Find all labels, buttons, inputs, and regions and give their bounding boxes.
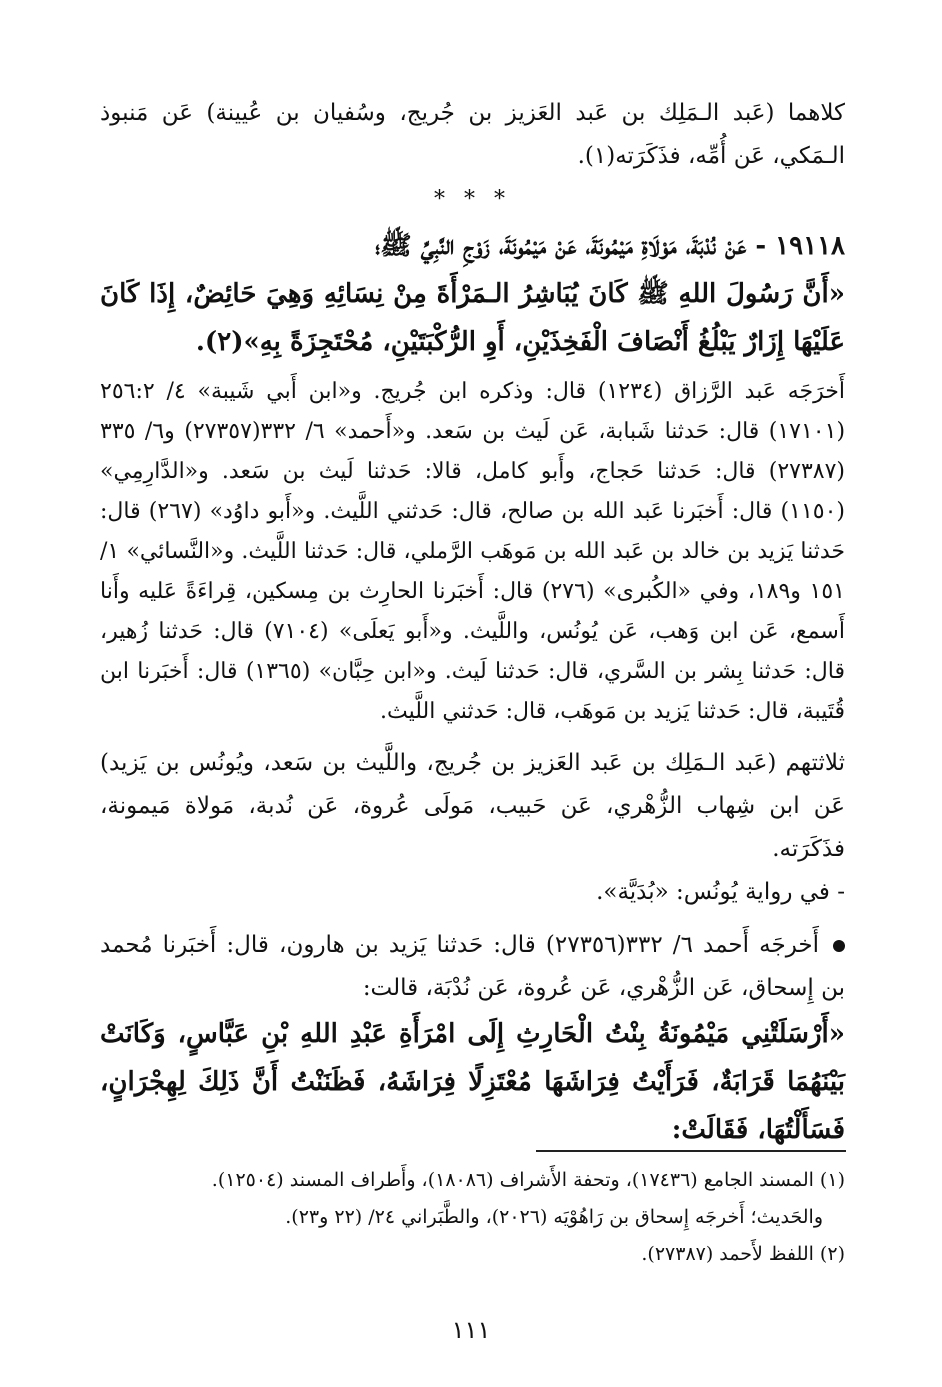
hadith-text-2: «أَرْسَلَتْنِي مَيْمُونَةُ بِنْتُ الْحَارِثِ إِلَى امْرَأَةِ عَبْدِ اللهِ بْنِ عَبَّاسٍ، وَكَانَتْ بَيْنَهُمَا قَرَابَةٌ، فَرَأَيْتُ فِرَاشَهَا مُعْتَزِلًا فِرَاشَهُ، فَظَنَنْتُ أَنَّ ذَلِكَ لِهِجْرَانٍ، فَسَأَلْتُهَا، فَقَالَتْ: [100, 1019, 846, 1145]
footnote-1-continuation: والحَديث؛ أَخرجَه إِسحاق بن رَاهُوْيَه (٢٠٢٦)، والطَّبَراني ٢٤/ (٢٢ و٢٣). [285, 1206, 823, 1228]
variant-note: - في رواية يُونُس: «بُدَيَّة». [596, 879, 845, 905]
chain-paragraph: ثلاثتهم (عَبد الـمَلِك بن عَبد العَزيز بن جُريج، واللَّيث بن سَعد، ويُونُس بن يَزيد) عَن ابن شِهاب الزُّهْري، عَن حَبيب، مَولَى عُروة، عَن نُدبة، مَولاة مَيمونة، فذَكَرَته. [100, 750, 845, 862]
footnote-divider [536, 1150, 846, 1152]
section-separator: * * * [434, 187, 511, 212]
takhrij-paragraph: أَخرَجَه عَبد الرَّزاق (١٢٣٤) قال: وذكره ابن جُريج. و«ابن أَبي شَيبة» ٤/ ٢٥٦:٢ (١٧١٠١) قال: حَدثنا شَبابة، عَن لَيث بن سَعد. و«أَحمد» ٦/ ٣٣٢(٢٧٣٥٧) و٦/ ٣٣٥ (٢٧٣٨٧) قال: حَدثنا حَجاج، وأَبو كامل، قالا: حَدثنا لَيث بن سَعد. و«الدَّارِمِي» (١١٥٠) قال: أَخبَرنا عَبد الله بن صالح، قال: حَدثني اللَّيث. و«أَبو داوُد» (٢٦٧) قال: حَدثنا يَزيد بن خالد بن عَبد الله بن مَوهَب الرَّملي، قال: حَدثنا اللَّيث. و«النَّسائي» ١/ ١٥١ و١٨٩، وفي «الكُبرى» (٢٧٦) قال: أَخبَرنا الحارِث بن مِسكين، قِراءَةً عَليه وأَنا أَسمع، عَن ابن وَهب، عَن يُونُس، واللَّيث. و«أَبو يَعلَى» (٧١٠٤) قال: حَدثنا زُهير، قال: حَدثنا بِشر بن السَّري، قال: حَدثنا لَيث. و«ابن حِبَّان» (١٣٦٥) قال: أَخبَرنا ابن قُتَيبة، قال: حَدثنا يَزيد بن مَوهَب، قال: حَدثني اللَّيث. [100, 379, 846, 724]
page-body [100, 92, 845, 1154]
bullet-text: أَخرجَه أَحمد ٦/ ٣٣٢(٢٧٣٥٦) قال: حَدثنا يَزيد بن هارون، قال: أَخبَرنا مُحمد بن إِسحاق، عَن الزُّهْري، عَن عُروة، عَن نُدْبَة، قالت: [100, 932, 845, 1001]
bullet-paragraph [100, 924, 845, 1010]
paragraph-intro: كلاهما (عَبد الـمَلِك بن عَبد العَزيز بن جُريج، وسُفيان بن عُيينة) عَن مَنبوذ الـمَكي، عَن أُمِّه، فذَكَرَته(١). [100, 100, 845, 169]
page-number: ١١١ [451, 1316, 491, 1344]
footnote-2: (٢) اللفظ لأَحمد (٢٧٣٨٧). [641, 1243, 845, 1265]
hadith-text: «أَنَّ رَسُولَ اللهِ ﷺ كَانَ يُبَاشِرُ الـمَرْأَةَ مِنْ نِسَائِهِ وَهِيَ حَائِضٌ، إِذَا كَانَ عَلَيْهَا إِزَارٌ يَبْلُغُ أَنْصَافَ الْفَخِذَيْنِ، أَوِ الرُّكْبَتَيْنِ، مُحْتَجِزَةً بِهِ»(٢). [100, 279, 845, 357]
bullet-icon [833, 940, 845, 952]
footnotes [100, 1162, 845, 1273]
footnote-1: (١) المسند الجامع (١٧٤٣٦)، وتحفة الأَشراف (١٨٠٨٦)، وأَطراف المسند (١٢٥٠٤). [211, 1169, 845, 1191]
hadith-heading: ١٩١١٨ - عَنْ نُدْبَةَ، مَوْلَاةِ مَيْمُونَةَ، عَنْ مَيْمُونَةَ، زَوْجِ النَّبِيِّ ﷺ؛ [375, 231, 845, 261]
